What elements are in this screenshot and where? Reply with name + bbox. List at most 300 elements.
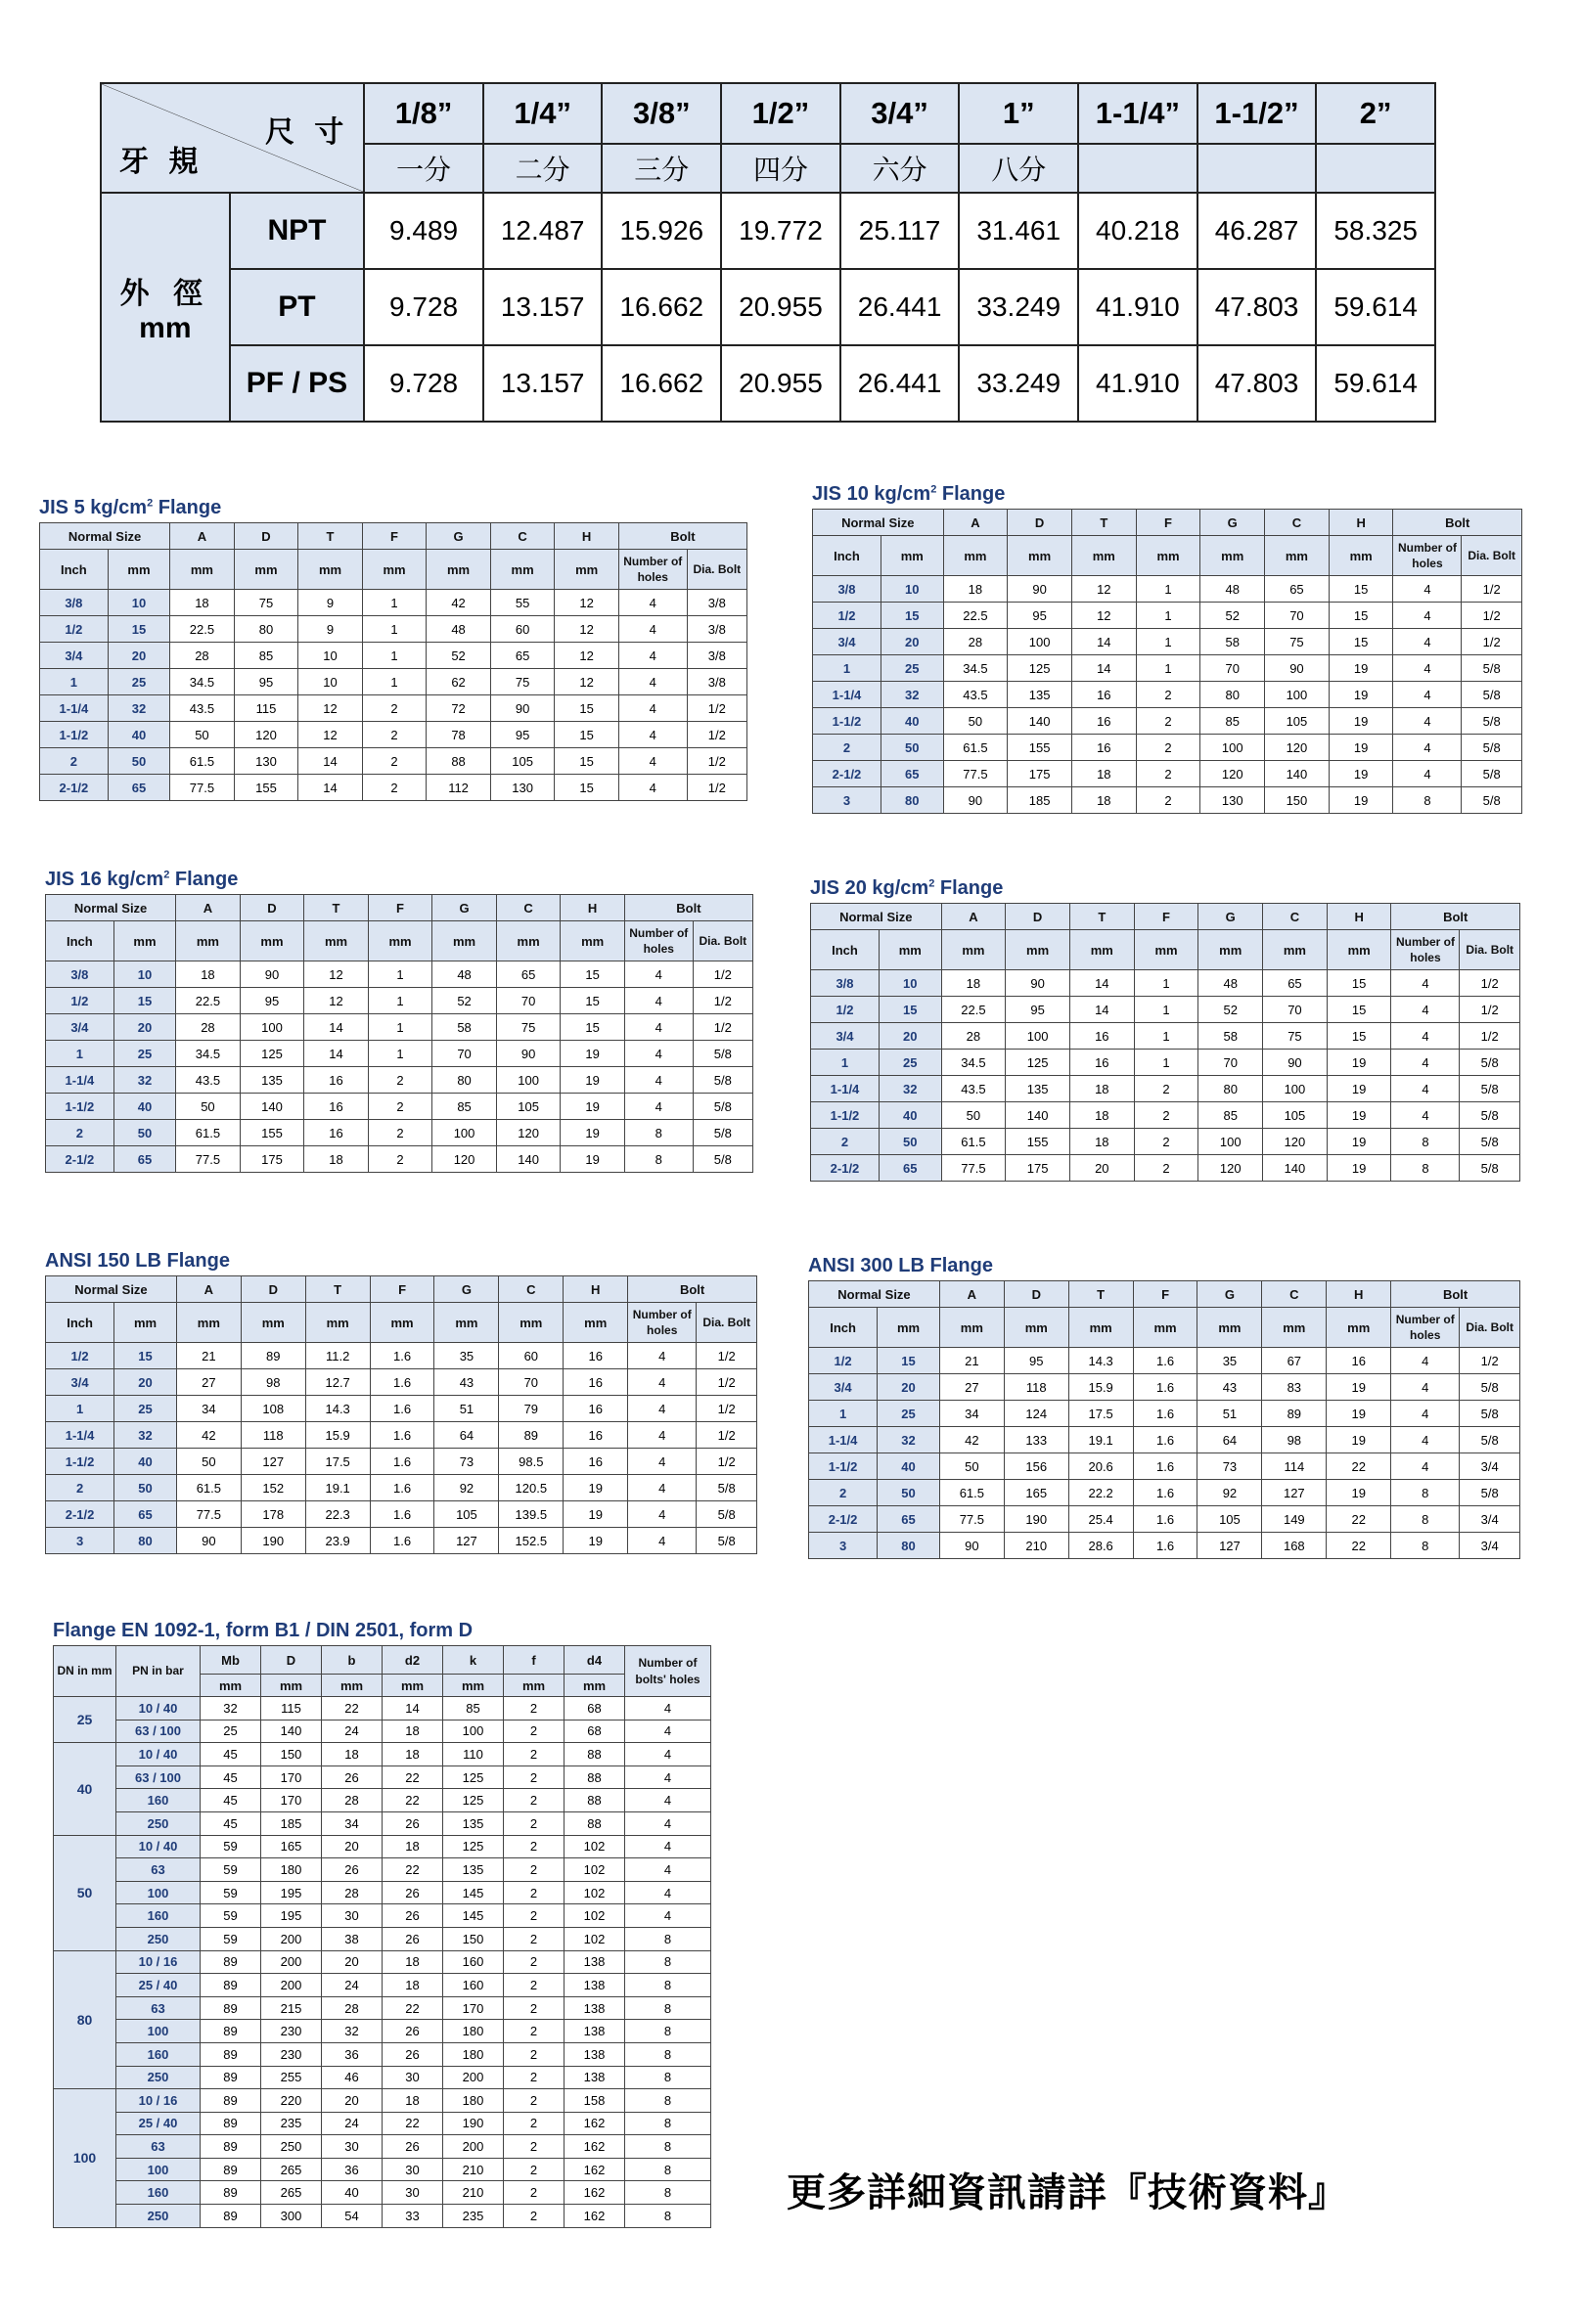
en-cell: 115: [261, 1697, 322, 1721]
dim-header: A: [176, 895, 241, 921]
table-cell: 77.5: [170, 775, 235, 801]
en-cell: 230: [261, 2042, 322, 2066]
thread-type-label: PT: [230, 269, 365, 345]
thread-value: 13.157: [483, 345, 603, 422]
table-cell: 17.5: [1068, 1401, 1133, 1427]
ansi150-section: [45, 1250, 757, 1554]
en-unit-header: mm: [383, 1675, 443, 1697]
table-row: [40, 616, 747, 643]
table-cell: 3/4: [46, 1369, 114, 1396]
mm-header: mm: [1008, 536, 1072, 576]
table-cell: 28: [176, 1014, 241, 1041]
en-cell: 38: [322, 1927, 383, 1950]
table-cell: 5/8: [693, 1146, 752, 1173]
table-cell: 42: [427, 590, 491, 616]
mm-header: mm: [362, 550, 427, 590]
table-cell: 77.5: [176, 1146, 241, 1173]
table-cell: 4: [624, 1014, 693, 1041]
table-cell: 32: [878, 1427, 940, 1453]
table-cell: 2: [46, 1120, 114, 1146]
table-cell: 65: [114, 1501, 177, 1528]
size-header-cn: 一分: [364, 144, 483, 193]
en-cell: 89: [201, 2135, 261, 2159]
table-cell: 105: [490, 748, 555, 775]
table-cell: 4: [1391, 1401, 1460, 1427]
table-cell: 4: [1393, 708, 1462, 735]
table-cell: 12: [555, 669, 619, 695]
title-suffix: Flange: [934, 877, 1004, 899]
table-cell: 27: [939, 1374, 1004, 1401]
title-suffix: Flange: [153, 497, 222, 518]
en1092-section: [53, 1620, 710, 2228]
table-cell: 127: [434, 1528, 499, 1554]
table-cell: 1: [1136, 603, 1200, 629]
table-cell: 58: [1198, 1023, 1263, 1050]
table-cell: 43.5: [170, 695, 235, 722]
inch-header: Inch: [46, 1303, 114, 1343]
table-cell: 95: [1006, 997, 1070, 1023]
table-cell: 80: [1200, 682, 1265, 708]
table-cell: 5/8: [1462, 682, 1522, 708]
dim-header: F: [370, 1276, 434, 1303]
en-cell: 59: [201, 1927, 261, 1950]
table-cell: 15: [561, 988, 625, 1014]
table-cell: 5/8: [693, 1094, 752, 1120]
title-text: ANSI 300 LB Flange: [808, 1255, 993, 1276]
table-cell: 210: [1004, 1533, 1068, 1559]
table-cell: 65: [878, 1506, 940, 1533]
mm-header: mm: [1265, 536, 1330, 576]
table-cell: 58: [1200, 629, 1265, 655]
dim-header: F: [368, 895, 432, 921]
table-cell: 2: [1134, 1102, 1198, 1129]
table-cell: 19: [564, 1528, 628, 1554]
table-cell: 90: [943, 787, 1008, 814]
table-cell: 50: [108, 748, 169, 775]
dn-cell: 100: [54, 2089, 116, 2228]
table-cell: 1: [362, 669, 427, 695]
table-row: [811, 1050, 1520, 1076]
table-row: [40, 669, 747, 695]
inch-header: Inch: [813, 536, 881, 576]
table-cell: 19: [1329, 682, 1393, 708]
table-cell: 77.5: [176, 1501, 241, 1528]
thread-row: [101, 193, 1435, 269]
en-cell: 200: [443, 2066, 504, 2089]
en-cell: 4: [625, 1858, 711, 1882]
en-cell: 24: [322, 1720, 383, 1743]
table-cell: 100: [1263, 1076, 1328, 1102]
table-cell: 1: [362, 590, 427, 616]
table-cell: 16: [564, 1396, 628, 1422]
table-cell: 1.6: [370, 1528, 434, 1554]
table-cell: 3/8: [687, 643, 746, 669]
en-dim-header: d4: [565, 1646, 625, 1675]
table-cell: 2-1/2: [811, 1155, 880, 1182]
table-row: [811, 1102, 1520, 1129]
en-cell: 250: [116, 1927, 201, 1950]
en-cell: 30: [383, 2066, 443, 2089]
table-cell: 4: [1391, 997, 1460, 1023]
title-sup: 2: [928, 877, 935, 890]
en-cell: 2: [504, 1697, 565, 1721]
table-cell: 3/8: [811, 970, 880, 997]
en-cell: 102: [565, 1927, 625, 1950]
table-cell: 4: [618, 669, 687, 695]
en-cell: 165: [261, 1835, 322, 1858]
table-cell: 105: [496, 1094, 561, 1120]
table-cell: 1-1/4: [809, 1427, 878, 1453]
en-cell: 89: [201, 1996, 261, 2020]
table-cell: 10: [298, 643, 363, 669]
pn-header: PN in bar: [116, 1646, 201, 1697]
mm-header: mm: [1133, 1308, 1197, 1348]
mm-header: mm: [499, 1303, 564, 1343]
header-row: [40, 523, 747, 550]
en-cell: 20: [322, 1835, 383, 1858]
table-cell: 89: [1262, 1401, 1327, 1427]
normal-size-header: Normal Size: [40, 523, 170, 550]
dim-header: D: [1006, 904, 1070, 930]
table-cell: 4: [618, 748, 687, 775]
en-cell: 8: [625, 1950, 711, 1974]
dim-header: C: [496, 895, 561, 921]
en-cell: 162: [565, 2181, 625, 2205]
dim-header: H: [1329, 510, 1393, 536]
table-cell: 50: [939, 1453, 1004, 1480]
table-cell: 9: [298, 590, 363, 616]
table-cell: 4: [1391, 1076, 1460, 1102]
mm-header: mm: [298, 550, 363, 590]
en-row: [54, 1996, 711, 2020]
table-cell: 3: [46, 1528, 114, 1554]
en-cell: 300: [261, 2205, 322, 2228]
inch-header: Inch: [40, 550, 109, 590]
en-cell: 30: [322, 2135, 383, 2159]
en-cell: 210: [443, 2181, 504, 2205]
table-cell: 50: [879, 1129, 941, 1155]
table-cell: 5/8: [1462, 655, 1522, 682]
normal-size-header: Normal Size: [811, 904, 942, 930]
table-cell: 25: [113, 1041, 175, 1067]
en-cell: 18: [383, 1720, 443, 1743]
en-unit-header: mm: [261, 1675, 322, 1697]
en-cell: 180: [443, 2042, 504, 2066]
en-cell: 235: [443, 2205, 504, 2228]
table-cell: 135: [1008, 682, 1072, 708]
dim-header: G: [432, 895, 497, 921]
table-cell: 80: [1198, 1076, 1263, 1102]
table-cell: 19: [1327, 1155, 1391, 1182]
table-row: [811, 1155, 1520, 1182]
table-cell: 5/8: [1460, 1155, 1520, 1182]
table-cell: 4: [628, 1396, 697, 1422]
en-dim-header: d2: [383, 1646, 443, 1675]
mm-header: mm: [1198, 930, 1263, 970]
en-cell: 138: [565, 2066, 625, 2089]
size-header-cn: 六分: [840, 144, 960, 193]
table-cell: 1-1/2: [40, 722, 109, 748]
en-cell: 2: [504, 1996, 565, 2020]
table-cell: 1-1/2: [809, 1453, 878, 1480]
table-cell: 2: [1136, 682, 1200, 708]
table-cell: 1/2: [813, 603, 881, 629]
table-row: [809, 1348, 1520, 1374]
size-header: 3/4”: [840, 83, 960, 144]
en-cell: 63: [116, 1858, 201, 1882]
dia-bolt-header: Dia. Bolt: [1462, 536, 1522, 576]
en-cell: 2: [504, 2112, 565, 2135]
en-cell: 20: [322, 2089, 383, 2113]
table-cell: 43.5: [941, 1076, 1006, 1102]
en-cell: 2: [504, 1858, 565, 1882]
table-cell: 140: [1263, 1155, 1328, 1182]
dim-header: D: [241, 1276, 305, 1303]
table-cell: 19: [1329, 708, 1393, 735]
en-cell: 102: [565, 1904, 625, 1928]
dim-header: H: [564, 1276, 628, 1303]
num-holes-header: Number of holes: [1391, 1308, 1460, 1348]
table-cell: 4: [618, 616, 687, 643]
table-cell: 80: [881, 787, 943, 814]
table-cell: 4: [628, 1343, 697, 1369]
size-header-cn: 二分: [483, 144, 603, 193]
thread-type-label: NPT: [230, 193, 365, 269]
mm-header: mm: [564, 1303, 628, 1343]
table-cell: 61.5: [170, 748, 235, 775]
en-cell: 140: [261, 1720, 322, 1743]
table-cell: 149: [1262, 1506, 1327, 1533]
table-cell: 20.6: [1068, 1453, 1133, 1480]
en-row: [54, 1881, 711, 1904]
table-cell: 1.6: [1133, 1401, 1197, 1427]
table-cell: 16: [564, 1369, 628, 1396]
unit-row: [811, 930, 1520, 970]
table-cell: 120: [234, 722, 298, 748]
table-cell: 65: [1265, 576, 1330, 603]
table-cell: 10: [879, 970, 941, 997]
en-row: [54, 2181, 711, 2205]
en-cell: 8: [625, 1974, 711, 1997]
en-cell: 145: [443, 1904, 504, 1928]
table-cell: 5/8: [697, 1501, 757, 1528]
table-cell: 1/2: [1460, 997, 1520, 1023]
en-cell: 14: [383, 1697, 443, 1721]
table-cell: 1: [811, 1050, 880, 1076]
en-cell: 26: [383, 1927, 443, 1950]
thread-value: 59.614: [1316, 345, 1435, 422]
mm-header: mm: [176, 921, 241, 961]
en-row: [54, 1835, 711, 1858]
table-cell: 3: [809, 1533, 878, 1559]
dia-bolt-header: Dia. Bolt: [1460, 1308, 1520, 1348]
jis20-table: [810, 903, 1520, 1182]
table-cell: 61.5: [176, 1120, 241, 1146]
size-header: 1/2”: [721, 83, 840, 144]
table-cell: 15: [561, 1014, 625, 1041]
table-cell: 65: [496, 961, 561, 988]
table-cell: 120: [1198, 1155, 1263, 1182]
table-cell: 4: [1393, 603, 1462, 629]
table-cell: 51: [1197, 1401, 1262, 1427]
table-cell: 12: [555, 643, 619, 669]
table-row: [809, 1374, 1520, 1401]
inch-header: Inch: [811, 930, 880, 970]
table-cell: 80: [878, 1533, 940, 1559]
table-row: [40, 590, 747, 616]
table-cell: 5/8: [693, 1120, 752, 1146]
table-cell: 25: [878, 1401, 940, 1427]
table-cell: 28: [943, 629, 1008, 655]
en-row: [54, 1789, 711, 1812]
table-cell: 3/4: [809, 1374, 878, 1401]
table-cell: 90: [1008, 576, 1072, 603]
en-cell: 138: [565, 1974, 625, 1997]
en-cell: 68: [565, 1697, 625, 1721]
table-cell: 12: [298, 695, 363, 722]
table-cell: 4: [628, 1501, 697, 1528]
table-cell: 1-1/4: [811, 1076, 880, 1102]
table-row: [813, 787, 1522, 814]
en-cell: 10 / 16: [116, 1950, 201, 1974]
en-cell: 170: [261, 1765, 322, 1789]
table-cell: 95: [1004, 1348, 1068, 1374]
dim-header: F: [1134, 904, 1198, 930]
en-cell: 125: [443, 1789, 504, 1812]
en-cell: 22: [383, 1789, 443, 1812]
table-cell: 64: [434, 1422, 499, 1449]
table-cell: 2: [1134, 1076, 1198, 1102]
table-cell: 1/2: [1462, 576, 1522, 603]
table-cell: 124: [1004, 1401, 1068, 1427]
bolt-header: Bolt: [624, 895, 752, 921]
en-cell: 160: [443, 1950, 504, 1974]
en-cell: 265: [261, 2158, 322, 2181]
table-cell: 175: [1006, 1155, 1070, 1182]
table-cell: 19: [561, 1146, 625, 1173]
table-cell: 8: [624, 1146, 693, 1173]
table-row: [811, 1076, 1520, 1102]
table-cell: 1/2: [697, 1422, 757, 1449]
table-cell: 1.6: [370, 1475, 434, 1501]
table-cell: 100: [240, 1014, 304, 1041]
table-cell: 5/8: [1460, 1129, 1520, 1155]
table-cell: 2: [368, 1094, 432, 1120]
table-cell: 4: [1391, 1050, 1460, 1076]
table-cell: 12: [304, 961, 369, 988]
table-cell: 135: [240, 1067, 304, 1094]
en-cell: 89: [201, 2181, 261, 2205]
thread-value: 16.662: [602, 269, 721, 345]
title-text: JIS 16 kg/cm: [45, 869, 164, 890]
table-cell: 4: [1393, 682, 1462, 708]
table-cell: 70: [496, 988, 561, 1014]
table-cell: 2-1/2: [40, 775, 109, 801]
table-cell: 1: [1134, 970, 1198, 997]
num-holes-header: Number of holes: [628, 1303, 697, 1343]
en-cell: 8: [625, 2066, 711, 2089]
table-cell: 50: [113, 1120, 175, 1146]
table-cell: 64: [1197, 1427, 1262, 1453]
table-cell: 20: [879, 1023, 941, 1050]
thread-type-label: PF / PS: [230, 345, 365, 422]
table-cell: 16: [564, 1449, 628, 1475]
en-cell: 8: [625, 2158, 711, 2181]
table-cell: 27: [176, 1369, 241, 1396]
en-unit-header: mm: [443, 1675, 504, 1697]
table-cell: 92: [1197, 1480, 1262, 1506]
en1092-title: Flange EN 1092-1, form B1 / DIN 2501, form D: [53, 1620, 474, 1641]
header-row: [811, 904, 1520, 930]
mm-header: mm: [1071, 536, 1136, 576]
table-cell: 43.5: [176, 1067, 241, 1094]
bolts-header: Number of bolts' holes: [625, 1646, 711, 1697]
en-cell: 180: [261, 1858, 322, 1882]
table-cell: 50: [881, 735, 943, 761]
table-cell: 4: [1393, 761, 1462, 787]
table-cell: 105: [1197, 1506, 1262, 1533]
thread-value: 13.157: [483, 269, 603, 345]
en-cell: 110: [443, 1743, 504, 1766]
table-cell: 32: [881, 682, 943, 708]
table-cell: 12: [304, 988, 369, 1014]
en-cell: 4: [625, 1881, 711, 1904]
en-cell: 100: [116, 2020, 201, 2043]
table-cell: 16: [1069, 1050, 1134, 1076]
table-cell: 67: [1262, 1348, 1327, 1374]
en-cell: 8: [625, 2135, 711, 2159]
thread-value: 58.325: [1316, 193, 1435, 269]
table-cell: 3/4: [40, 643, 109, 669]
table-row: [46, 1369, 757, 1396]
outer-diameter-unit: mm: [139, 312, 192, 344]
table-cell: 4: [624, 1094, 693, 1120]
en-row: [54, 2066, 711, 2089]
en-cell: 26: [322, 1765, 383, 1789]
normal-size-header: Normal Size: [46, 1276, 177, 1303]
title-text: ANSI 150 LB Flange: [45, 1250, 230, 1272]
en-cell: 102: [565, 1835, 625, 1858]
table-cell: 1/2: [1460, 1348, 1520, 1374]
table-cell: 70: [1265, 603, 1330, 629]
en-cell: 18: [383, 1835, 443, 1858]
table-cell: 61.5: [176, 1475, 241, 1501]
en-cell: 170: [261, 1789, 322, 1812]
table-cell: 1.6: [1133, 1480, 1197, 1506]
table-cell: 15: [555, 775, 619, 801]
table-cell: 19: [1329, 761, 1393, 787]
thread-size-table: [100, 82, 1436, 423]
table-cell: 3/4: [1460, 1506, 1520, 1533]
en-cell: 89: [201, 2042, 261, 2066]
en-cell: 2: [504, 2020, 565, 2043]
table-cell: 95: [1008, 603, 1072, 629]
mm-header: mm: [114, 1303, 177, 1343]
table-cell: 1: [1134, 1023, 1198, 1050]
en-cell: 63 / 100: [116, 1765, 201, 1789]
en-row: [54, 2042, 711, 2066]
table-cell: 12: [1071, 603, 1136, 629]
table-cell: 14: [298, 748, 363, 775]
table-cell: 14.3: [1068, 1348, 1133, 1374]
table-cell: 1/2: [687, 722, 746, 748]
thread-value: 41.910: [1078, 269, 1197, 345]
table-cell: 15: [881, 603, 943, 629]
table-cell: 19.1: [305, 1475, 370, 1501]
table-cell: 32: [113, 1067, 175, 1094]
en-cell: 138: [565, 2020, 625, 2043]
table-cell: 2: [362, 722, 427, 748]
